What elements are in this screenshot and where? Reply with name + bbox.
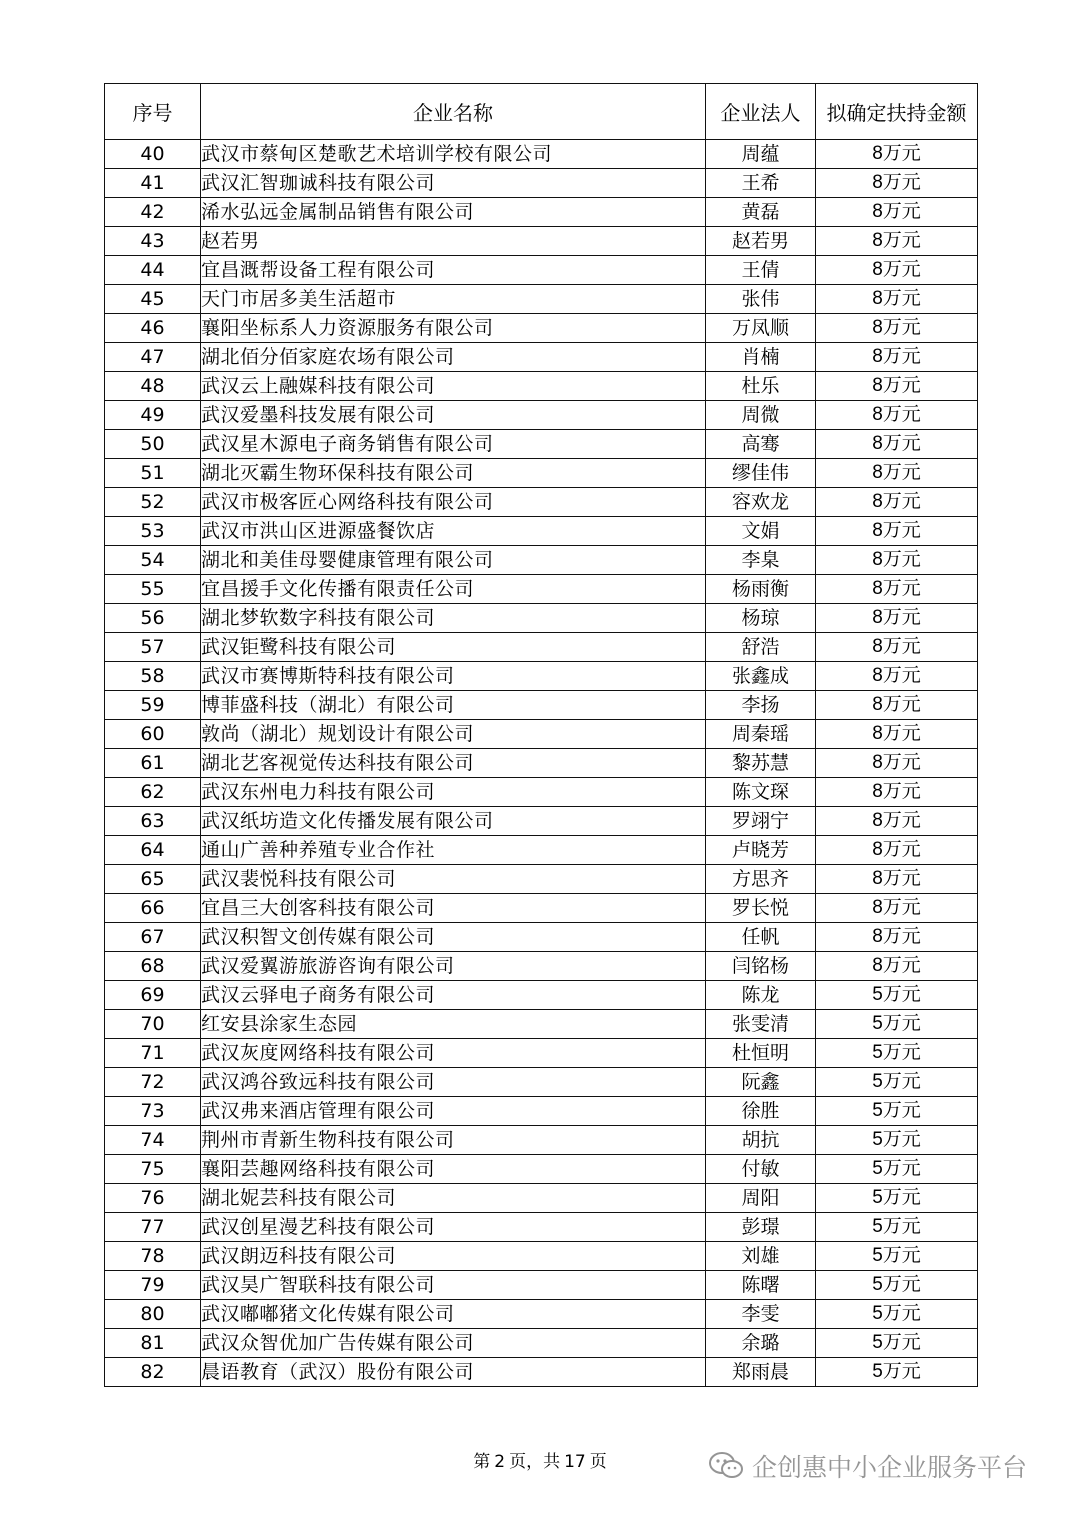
cell-company: 通山广善种养殖专业合作社: [201, 836, 706, 865]
cell-legal-person: 陈龙: [706, 981, 816, 1010]
cell-amount: 8万元: [816, 488, 978, 517]
cell-amount: 8万元: [816, 662, 978, 691]
cell-company: 武汉纸坊造文化传播发展有限公司: [201, 807, 706, 836]
cell-company: 晨语教育（武汉）股份有限公司: [201, 1358, 706, 1387]
cell-company: 武汉汇智珈诚科技有限公司: [201, 169, 706, 198]
cell-index: 82: [105, 1358, 201, 1387]
cell-legal-person: 阮鑫: [706, 1068, 816, 1097]
cell-index: 62: [105, 778, 201, 807]
cell-legal-person: 王倩: [706, 256, 816, 285]
page-total: 17: [564, 1452, 586, 1472]
cell-legal-person: 罗长悦: [706, 894, 816, 923]
cell-company: 武汉积智文创传媒有限公司: [201, 923, 706, 952]
cell-amount: 5万元: [816, 1155, 978, 1184]
cell-legal-person: 郑雨晨: [706, 1358, 816, 1387]
cell-index: 53: [105, 517, 201, 546]
cell-amount: 8万元: [816, 923, 978, 952]
cell-index: 55: [105, 575, 201, 604]
cell-company: 武汉裴悦科技有限公司: [201, 865, 706, 894]
table-row: [105, 546, 978, 575]
table-row: [105, 517, 978, 546]
cell-index: 54: [105, 546, 201, 575]
cell-amount: 8万元: [816, 546, 978, 575]
table-row: [105, 662, 978, 691]
cell-index: 70: [105, 1010, 201, 1039]
cell-index: 64: [105, 836, 201, 865]
cell-legal-person: 万凤顺: [706, 314, 816, 343]
cell-legal-person: 李臬: [706, 546, 816, 575]
cell-index: 81: [105, 1329, 201, 1358]
cell-company: 宜昌援手文化传播有限责任公司: [201, 575, 706, 604]
cell-company: 武汉鸿谷致远科技有限公司: [201, 1068, 706, 1097]
cell-amount: 5万元: [816, 1358, 978, 1387]
page-mid: 页，共: [509, 1452, 561, 1472]
cell-company: 武汉昊广智联科技有限公司: [201, 1271, 706, 1300]
cell-amount: 5万元: [816, 1329, 978, 1358]
table-row: [105, 1039, 978, 1068]
cell-legal-person: 李扬: [706, 691, 816, 720]
table-row: [105, 140, 978, 169]
table-row: [105, 1184, 978, 1213]
table-row: [105, 343, 978, 372]
cell-legal-person: 杜乐: [706, 372, 816, 401]
table-row: [105, 198, 978, 227]
cell-legal-person: 杨琼: [706, 604, 816, 633]
cell-amount: 8万元: [816, 894, 978, 923]
cell-index: 58: [105, 662, 201, 691]
cell-index: 50: [105, 430, 201, 459]
cell-index: 74: [105, 1126, 201, 1155]
cell-company: 襄阳芸趣网络科技有限公司: [201, 1155, 706, 1184]
cell-company: 博菲盛科技（湖北）有限公司: [201, 691, 706, 720]
cell-index: 61: [105, 749, 201, 778]
cell-index: 48: [105, 372, 201, 401]
cell-company: 武汉市洪山区进源盛餐饮店: [201, 517, 706, 546]
wechat-icon: [708, 1451, 744, 1481]
table-row: [105, 865, 978, 894]
grant-table: [104, 83, 978, 1387]
cell-index: 40: [105, 140, 201, 169]
cell-legal-person: 胡抗: [706, 1126, 816, 1155]
cell-index: 73: [105, 1097, 201, 1126]
cell-legal-person: 高骞: [706, 430, 816, 459]
cell-legal-person: 彭璟: [706, 1213, 816, 1242]
cell-legal-person: 陈文琛: [706, 778, 816, 807]
cell-company: 武汉弗来酒店管理有限公司: [201, 1097, 706, 1126]
cell-amount: 8万元: [816, 285, 978, 314]
cell-legal-person: 缪佳伟: [706, 459, 816, 488]
table-row: [105, 169, 978, 198]
table-row: [105, 952, 978, 981]
cell-amount: 8万元: [816, 459, 978, 488]
watermark-text: 企创惠中小企业服务平台: [752, 1453, 1028, 1482]
cell-amount: 8万元: [816, 836, 978, 865]
cell-legal-person: 周阳: [706, 1184, 816, 1213]
cell-legal-person: 周秦瑶: [706, 720, 816, 749]
cell-amount: 8万元: [816, 952, 978, 981]
table-row: [105, 604, 978, 633]
cell-index: 57: [105, 633, 201, 662]
cell-company: 武汉钜鹭科技有限公司: [201, 633, 706, 662]
table-row: [105, 488, 978, 517]
header-amount: 拟确定扶持金额: [816, 84, 978, 140]
cell-amount: 5万元: [816, 1097, 978, 1126]
cell-company: 湖北妮芸科技有限公司: [201, 1184, 706, 1213]
cell-amount: 8万元: [816, 430, 978, 459]
cell-index: 63: [105, 807, 201, 836]
cell-amount: 8万元: [816, 372, 978, 401]
cell-amount: 8万元: [816, 604, 978, 633]
header-index: 序号: [105, 84, 201, 140]
cell-company: 宜昌溉帮设备工程有限公司: [201, 256, 706, 285]
table-row: [105, 1068, 978, 1097]
table-row: [105, 459, 978, 488]
cell-company: 武汉众智优加广告传媒有限公司: [201, 1329, 706, 1358]
cell-index: 43: [105, 227, 201, 256]
cell-legal-person: 张雯清: [706, 1010, 816, 1039]
table-row: [105, 807, 978, 836]
cell-amount: 5万元: [816, 1068, 978, 1097]
table-header-row: [105, 84, 978, 140]
cell-legal-person: 方思齐: [706, 865, 816, 894]
cell-index: 79: [105, 1271, 201, 1300]
cell-amount: 5万元: [816, 1300, 978, 1329]
page-suffix: 页: [589, 1452, 607, 1472]
cell-index: 56: [105, 604, 201, 633]
cell-company: 湖北梦软数字科技有限公司: [201, 604, 706, 633]
cell-legal-person: 刘雄: [706, 1242, 816, 1271]
table-row: [105, 1358, 978, 1387]
cell-amount: 8万元: [816, 575, 978, 604]
cell-amount: 8万元: [816, 314, 978, 343]
table-row: [105, 1155, 978, 1184]
cell-legal-person: 张伟: [706, 285, 816, 314]
cell-amount: 8万元: [816, 691, 978, 720]
cell-index: 59: [105, 691, 201, 720]
table-row: [105, 1097, 978, 1126]
cell-company: 武汉爱墨科技发展有限公司: [201, 401, 706, 430]
cell-company: 武汉东州电力科技有限公司: [201, 778, 706, 807]
cell-company: 武汉市赛博斯特科技有限公司: [201, 662, 706, 691]
cell-legal-person: 卢晓芳: [706, 836, 816, 865]
cell-amount: 5万元: [816, 1010, 978, 1039]
table-row: [105, 1329, 978, 1358]
cell-company: 武汉朗迈科技有限公司: [201, 1242, 706, 1271]
cell-company: 武汉灰度网络科技有限公司: [201, 1039, 706, 1068]
cell-legal-person: 黎苏慧: [706, 749, 816, 778]
cell-index: 71: [105, 1039, 201, 1068]
table-row: [105, 691, 978, 720]
cell-amount: 8万元: [816, 778, 978, 807]
table-row: [105, 981, 978, 1010]
cell-index: 41: [105, 169, 201, 198]
cell-company: 敦尚（湖北）规划设计有限公司: [201, 720, 706, 749]
table-row: [105, 836, 978, 865]
cell-legal-person: 任帆: [706, 923, 816, 952]
cell-company: 浠水弘远金属制品销售有限公司: [201, 198, 706, 227]
header-legal-person: 企业法人: [706, 84, 816, 140]
cell-amount: 5万元: [816, 1242, 978, 1271]
cell-index: 75: [105, 1155, 201, 1184]
table-row: [105, 372, 978, 401]
table-row: [105, 1271, 978, 1300]
cell-legal-person: 黄磊: [706, 198, 816, 227]
cell-amount: 5万元: [816, 1271, 978, 1300]
cell-index: 68: [105, 952, 201, 981]
table-row: [105, 1300, 978, 1329]
cell-company: 湖北灭霸生物环保科技有限公司: [201, 459, 706, 488]
cell-company: 武汉市蔡甸区楚歌艺术培训学校有限公司: [201, 140, 706, 169]
cell-company: 武汉云上融媒科技有限公司: [201, 372, 706, 401]
cell-index: 77: [105, 1213, 201, 1242]
cell-legal-person: 李雯: [706, 1300, 816, 1329]
cell-index: 66: [105, 894, 201, 923]
cell-index: 47: [105, 343, 201, 372]
cell-company: 武汉嘟嘟猪文化传媒有限公司: [201, 1300, 706, 1329]
cell-company: 荆州市青新生物科技有限公司: [201, 1126, 706, 1155]
table-row: [105, 314, 978, 343]
cell-legal-person: 陈曙: [706, 1271, 816, 1300]
cell-legal-person: 容欢龙: [706, 488, 816, 517]
page-number: 2: [494, 1452, 506, 1472]
cell-index: 65: [105, 865, 201, 894]
table-row: [105, 1242, 978, 1271]
cell-amount: 8万元: [816, 865, 978, 894]
cell-legal-person: 周蕴: [706, 140, 816, 169]
cell-index: 60: [105, 720, 201, 749]
table-row: [105, 633, 978, 662]
table-row: [105, 285, 978, 314]
table-row: [105, 720, 978, 749]
cell-legal-person: 肖楠: [706, 343, 816, 372]
cell-amount: 8万元: [816, 633, 978, 662]
table-row: [105, 1213, 978, 1242]
cell-company: 湖北和美佳母婴健康管理有限公司: [201, 546, 706, 575]
cell-amount: 8万元: [816, 169, 978, 198]
table-row: [105, 1126, 978, 1155]
cell-legal-person: 周微: [706, 401, 816, 430]
cell-index: 45: [105, 285, 201, 314]
cell-index: 78: [105, 1242, 201, 1271]
cell-amount: 8万元: [816, 517, 978, 546]
cell-legal-person: 文娟: [706, 517, 816, 546]
cell-company: 武汉创星漫艺科技有限公司: [201, 1213, 706, 1242]
cell-amount: 5万元: [816, 981, 978, 1010]
cell-amount: 5万元: [816, 1213, 978, 1242]
cell-legal-person: 杨雨衡: [706, 575, 816, 604]
cell-index: 42: [105, 198, 201, 227]
cell-company: 赵若男: [201, 227, 706, 256]
table-row: [105, 575, 978, 604]
cell-company: 武汉爱翼游旅游咨询有限公司: [201, 952, 706, 981]
table-row: [105, 923, 978, 952]
cell-amount: 8万元: [816, 343, 978, 372]
cell-legal-person: 杜恒明: [706, 1039, 816, 1068]
cell-company: 湖北艺客视觉传达科技有限公司: [201, 749, 706, 778]
cell-legal-person: 余璐: [706, 1329, 816, 1358]
cell-legal-person: 徐胜: [706, 1097, 816, 1126]
table-body: [105, 140, 978, 1387]
cell-index: 69: [105, 981, 201, 1010]
cell-amount: 8万元: [816, 720, 978, 749]
cell-amount: 8万元: [816, 140, 978, 169]
cell-legal-person: 闫铭杨: [706, 952, 816, 981]
cell-index: 51: [105, 459, 201, 488]
cell-amount: 8万元: [816, 749, 978, 778]
cell-company: 湖北佰分佰家庭农场有限公司: [201, 343, 706, 372]
cell-legal-person: 赵若男: [706, 227, 816, 256]
cell-legal-person: 舒浩: [706, 633, 816, 662]
table-row: [105, 227, 978, 256]
cell-amount: 8万元: [816, 807, 978, 836]
table-row: [105, 256, 978, 285]
cell-legal-person: 罗翊宁: [706, 807, 816, 836]
cell-index: 44: [105, 256, 201, 285]
cell-legal-person: 付敏: [706, 1155, 816, 1184]
cell-amount: 5万元: [816, 1184, 978, 1213]
table-row: [105, 430, 978, 459]
table-row: [105, 894, 978, 923]
cell-legal-person: 张鑫成: [706, 662, 816, 691]
page-prefix: 第: [473, 1452, 491, 1472]
cell-amount: 5万元: [816, 1126, 978, 1155]
cell-company: 宜昌三大创客科技有限公司: [201, 894, 706, 923]
cell-company: 武汉星木源电子商务销售有限公司: [201, 430, 706, 459]
cell-amount: 5万元: [816, 1039, 978, 1068]
cell-amount: 8万元: [816, 198, 978, 227]
cell-company: 武汉云驿电子商务有限公司: [201, 981, 706, 1010]
cell-index: 67: [105, 923, 201, 952]
watermark: [708, 1448, 1027, 1484]
table-row: [105, 401, 978, 430]
cell-company: 天门市居多美生活超市: [201, 285, 706, 314]
cell-amount: 8万元: [816, 401, 978, 430]
cell-amount: 8万元: [816, 227, 978, 256]
header-company: 企业名称: [201, 84, 706, 140]
cell-company: 武汉市极客匠心网络科技有限公司: [201, 488, 706, 517]
cell-amount: 8万元: [816, 256, 978, 285]
cell-index: 52: [105, 488, 201, 517]
cell-index: 46: [105, 314, 201, 343]
table-row: [105, 749, 978, 778]
table-row: [105, 778, 978, 807]
cell-legal-person: 王希: [706, 169, 816, 198]
cell-index: 76: [105, 1184, 201, 1213]
cell-index: 72: [105, 1068, 201, 1097]
cell-company: 红安县涂家生态园: [201, 1010, 706, 1039]
table-row: [105, 1010, 978, 1039]
cell-company: 襄阳坐标系人力资源服务有限公司: [201, 314, 706, 343]
cell-index: 49: [105, 401, 201, 430]
cell-index: 80: [105, 1300, 201, 1329]
